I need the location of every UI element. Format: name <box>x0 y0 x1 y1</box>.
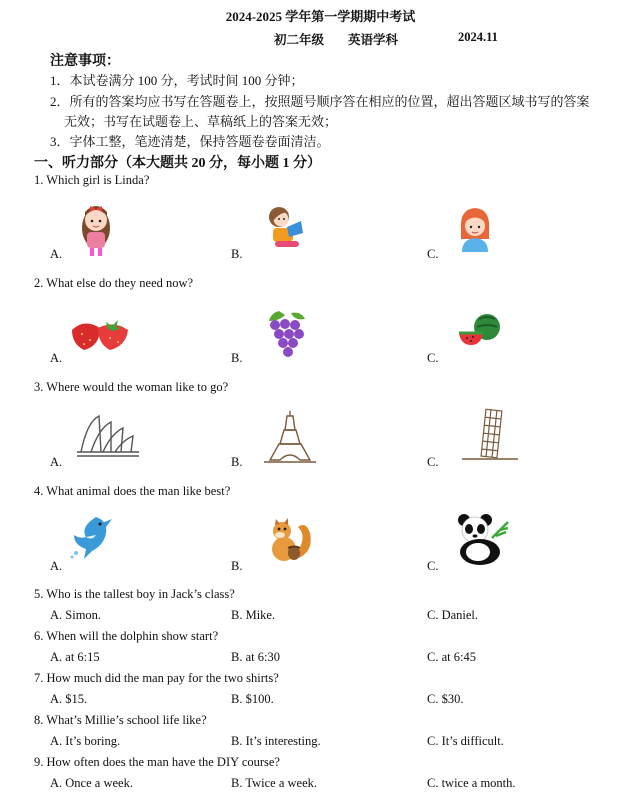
option-label: A. <box>50 351 63 365</box>
option-label: C. <box>427 247 439 261</box>
section-heading: 一、听力部分（本大题共 20 分，每小题 1 分） <box>34 156 321 171</box>
exam-date: 2024.11 <box>458 30 498 44</box>
girl-red-hair-icon <box>457 205 493 253</box>
option-label: C. <box>427 351 439 365</box>
question-text: 9. How often does the man have the DIY course? <box>34 755 280 769</box>
option-label: A. It’s boring. <box>50 734 121 748</box>
subject-label: 英语学科 <box>348 33 399 47</box>
question-text: 2. What else do they need now? <box>34 276 194 290</box>
option-label: B. $100. <box>231 692 274 706</box>
question-text: 3. Where would the woman like to go? <box>34 380 229 394</box>
note-item: 3．字体工整，笔迹清楚，保持答题卷卷面清洁。 <box>50 134 330 149</box>
option-label: A. at 6:15 <box>50 650 100 664</box>
dolphin-icon <box>66 513 116 563</box>
option-label: B. Mike. <box>231 608 276 622</box>
question-text: 4. What animal does the man like best? <box>34 484 231 498</box>
option-label: A. <box>50 455 63 469</box>
option-label: A. Simon. <box>50 608 102 622</box>
option-label: B. <box>231 351 243 365</box>
question-text: 6. When will the dolphin show start? <box>34 629 219 643</box>
option-label: A. <box>50 247 63 261</box>
option-label: A. <box>50 559 63 573</box>
option-label: B. Twice a week. <box>231 776 318 790</box>
question-text: 7. How much did the man pay for the two shirts? <box>34 671 279 685</box>
girl-with-bow-icon <box>76 198 116 258</box>
squirrel-icon <box>266 517 314 563</box>
note-item: 无效；书写在试题卷上、草稿纸上的答案无效； <box>64 114 338 129</box>
option-label: B. at 6:30 <box>231 650 280 664</box>
notes-heading: 注意事项： <box>50 54 120 69</box>
option-label: B. <box>231 247 243 261</box>
question-text: 1. Which girl is Linda? <box>34 173 150 187</box>
grapes-icon <box>265 309 309 359</box>
option-label: C. twice a month. <box>427 776 516 790</box>
option-label: C. <box>427 559 439 573</box>
question-text: 5. Who is the tallest boy in Jack’s class? <box>34 587 235 601</box>
option-label: C. Daniel. <box>427 608 479 622</box>
watermelon-icon <box>457 313 503 347</box>
option-label: B. <box>231 455 243 469</box>
leaning-tower-pisa-icon <box>462 407 518 461</box>
note-item: 1．本试卷满分 100 分，考试时间 100 分钟； <box>50 73 304 88</box>
question-text: 8. What’s Millie’s school life like? <box>34 713 207 727</box>
exam-title: 2024-2025 学年第一学期期中考试 <box>225 9 416 24</box>
option-label: C. $30. <box>427 692 464 706</box>
option-label: A. Once a week. <box>50 776 133 790</box>
strawberry-icon <box>70 318 132 352</box>
option-label: B. <box>231 559 243 573</box>
option-label: C. <box>427 455 439 469</box>
panda-icon <box>452 510 510 566</box>
option-label: A. $15. <box>50 692 88 706</box>
grade-label: 初二年级 <box>274 33 325 47</box>
option-label: C. It’s difficult. <box>427 734 504 748</box>
sydney-opera-house-icon <box>77 412 139 458</box>
note-item: 2．所有的答案均应书写在答题卷上，按照题号顺序答在相应的位置，超出答题区域书写的答案 <box>50 94 590 109</box>
girl-reading-book-icon <box>263 203 307 251</box>
eiffel-tower-icon <box>264 410 316 464</box>
option-label: C. at 6:45 <box>427 650 476 664</box>
option-label: B. It’s interesting. <box>231 734 321 748</box>
